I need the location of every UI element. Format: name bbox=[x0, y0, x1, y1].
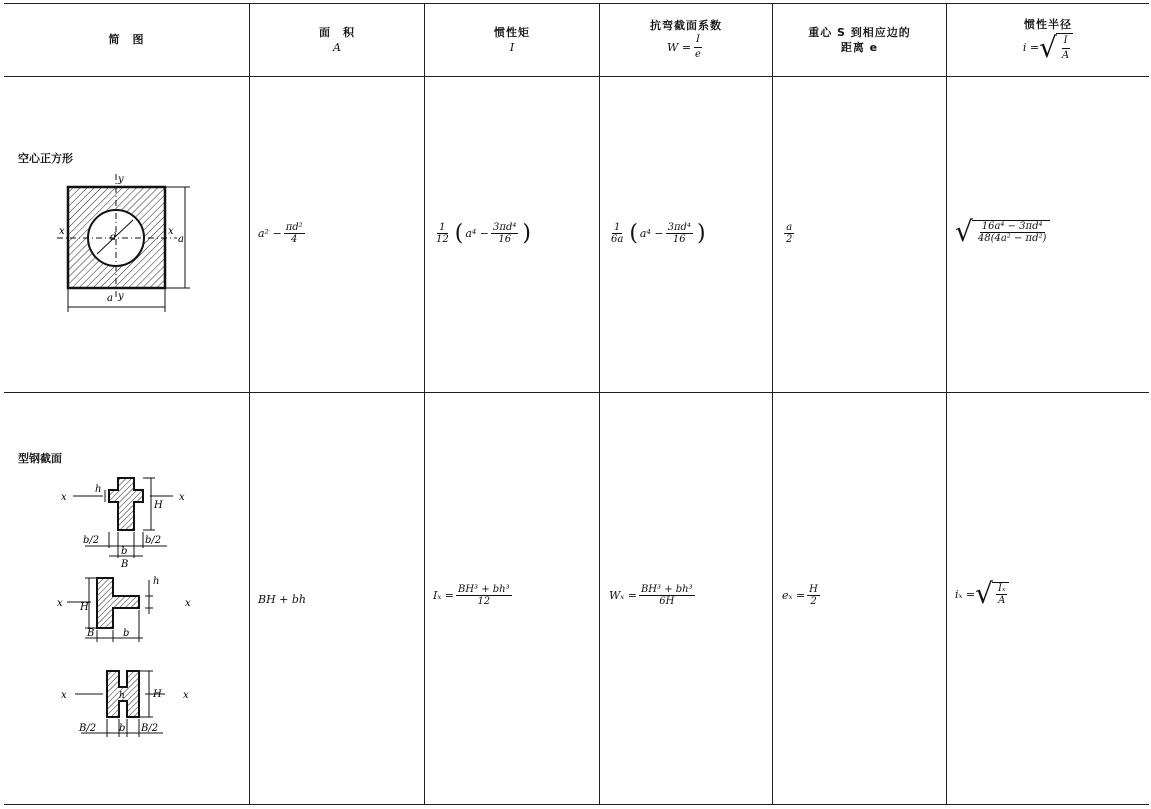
row1-area-formula bbox=[258, 222, 307, 245]
header-radius-lhs: i = bbox=[1022, 40, 1040, 54]
label-x-right: x bbox=[168, 226, 174, 237]
label-y-top: y bbox=[118, 174, 124, 185]
header-diagram bbox=[4, 4, 249, 76]
column-divider-3 bbox=[599, 3, 600, 805]
row2-title: 型钢截面 bbox=[18, 452, 62, 465]
row1-inertia-den: 16 bbox=[498, 234, 512, 245]
row-divider bbox=[4, 392, 1149, 393]
label-b2-right: b/2 bbox=[145, 535, 162, 546]
header-inertia-title: 惯性矩 bbox=[494, 25, 530, 39]
header-divider bbox=[4, 76, 1149, 77]
row1-inertia-coef-num: 1 bbox=[439, 222, 446, 233]
header-diagram-label: 简 图 bbox=[108, 33, 145, 47]
row1-inertia-num: 3πd⁴ bbox=[493, 222, 517, 233]
label-B2-left: B/2 bbox=[79, 723, 97, 734]
row2-radius-lead: iₓ = bbox=[955, 587, 976, 601]
header-radius-den: A bbox=[1061, 49, 1070, 61]
row1-distance-den: 2 bbox=[786, 234, 793, 245]
row2-distance-formula bbox=[782, 584, 822, 607]
header-radius-num: I bbox=[1062, 34, 1070, 49]
row2-distance-lead: eₓ = bbox=[782, 589, 806, 602]
row1-modulus-den: 16 bbox=[672, 234, 686, 245]
row2-modulus-num: BH³ + bh³ bbox=[640, 584, 693, 595]
label-y-bottom: y bbox=[118, 291, 124, 302]
row1-modulus-coef-den: 6a bbox=[611, 234, 624, 245]
header-radius-title: 惯性半径 bbox=[1024, 18, 1072, 32]
tee-section-diagram bbox=[55, 570, 205, 650]
header-modulus bbox=[600, 4, 772, 76]
header-modulus-num: I bbox=[694, 33, 702, 48]
label-b2-left: b/2 bbox=[83, 535, 100, 546]
column-divider-4 bbox=[772, 3, 773, 805]
row2-radius-num: Iₓ bbox=[997, 583, 1006, 594]
row1-distance-num: a bbox=[786, 222, 793, 233]
header-modulus-title: 抗弯截面系数 bbox=[650, 18, 722, 32]
label-b-3: b bbox=[119, 723, 126, 734]
row1-inertia-formula: $\frac{1}{12}$ ( a⁴ − $\frac{\text{3πd⁴}}{16}$ ) bbox=[436, 220, 531, 246]
column-divider-5 bbox=[946, 3, 947, 805]
row1-area-den: 4 bbox=[290, 234, 298, 245]
label-h-1: h bbox=[95, 484, 102, 495]
row2-radius-den: A bbox=[998, 595, 1006, 606]
h-section-diagram bbox=[55, 665, 205, 745]
row1-area-num: πd² bbox=[285, 222, 303, 233]
header-distance-line1: 重心 S 到相应边的 bbox=[808, 25, 911, 39]
row1-title: 空心正方形 bbox=[18, 152, 73, 165]
cross-shape bbox=[109, 478, 143, 530]
label-H-2: H bbox=[80, 602, 89, 613]
label-x-right-3: x bbox=[183, 690, 189, 701]
row2-modulus-den: 6H bbox=[659, 596, 675, 607]
row2-distance-den: 2 bbox=[810, 596, 817, 607]
header-area-title: 面 积 bbox=[319, 25, 355, 39]
header-modulus-lhs: W = bbox=[667, 40, 692, 54]
row2-inertia-formula bbox=[433, 584, 514, 607]
header-modulus-den: e bbox=[695, 49, 701, 61]
header-inertia-symbol: I bbox=[509, 41, 515, 54]
column-divider-1 bbox=[249, 3, 250, 805]
row2-area-formula bbox=[258, 593, 306, 606]
row1-modulus-formula: $\frac{1}{6a}$ ( a⁴ − $\frac{\text{3πd⁴}}{16}$ ) bbox=[611, 220, 706, 246]
header-inertia bbox=[425, 4, 599, 76]
cross-section-diagram bbox=[55, 470, 205, 570]
row2-area-text: BH + bh bbox=[258, 593, 307, 606]
tee-shape bbox=[97, 578, 139, 628]
label-x-left: x bbox=[59, 226, 65, 237]
header-distance bbox=[773, 4, 946, 76]
label-d: d bbox=[110, 232, 117, 243]
row2-modulus-lead: Wₓ = bbox=[609, 589, 637, 602]
row1-inertia-coef-den: 12 bbox=[436, 234, 449, 245]
label-x-left-2: x bbox=[57, 598, 63, 609]
header-radius-formula: i = √ $\frac{I}{A}$ bbox=[1023, 33, 1073, 63]
label-x-right-2: x bbox=[185, 598, 191, 609]
hollow-square-diagram bbox=[55, 170, 195, 315]
row1-modulus-coef-num: 1 bbox=[613, 222, 621, 233]
label-x-left-1: x bbox=[61, 492, 67, 503]
label-a-width: a bbox=[107, 293, 113, 304]
row1-modulus-lead: a⁴ − bbox=[639, 227, 664, 240]
row2-modulus-formula bbox=[609, 584, 697, 607]
header-radius bbox=[947, 4, 1149, 76]
header-modulus-formula bbox=[667, 33, 705, 62]
label-h-3: h bbox=[119, 691, 125, 701]
label-b-1: b bbox=[121, 546, 128, 557]
row2-inertia-den: 12 bbox=[477, 596, 491, 607]
label-B2-right: B/2 bbox=[141, 723, 159, 734]
row1-inertia-lead: a⁴ − bbox=[465, 227, 490, 240]
table-bottom-border bbox=[4, 804, 1149, 805]
header-distance-line2: 距离 e bbox=[840, 41, 879, 54]
row1-radius-formula: √ $\frac{\text{16a⁴ − 3πd⁴}}{\text{48(4a² − πd²)}}$ bbox=[955, 218, 1050, 246]
label-B-1: B bbox=[121, 559, 129, 570]
row1-area-lead: a² − bbox=[258, 227, 282, 240]
label-h-2: h bbox=[153, 576, 160, 587]
label-H-1: H bbox=[154, 500, 163, 511]
label-x-right-1: x bbox=[179, 492, 185, 503]
row2-inertia-lead: Iₓ = bbox=[433, 589, 454, 602]
header-area bbox=[250, 4, 424, 76]
row2-inertia-num: BH³ + bh³ bbox=[457, 584, 510, 595]
label-H-3: H bbox=[153, 689, 162, 700]
label-B-2: B bbox=[87, 628, 95, 639]
row1-radius-den: 48(4a² − πd²) bbox=[977, 233, 1047, 244]
header-area-symbol: A bbox=[333, 41, 341, 54]
label-x-left-3: x bbox=[61, 690, 67, 701]
row1-distance-formula bbox=[782, 222, 796, 245]
row2-radius-formula: iₓ = √ $\frac{\text{Iₓ}}{A}$ bbox=[955, 580, 1009, 608]
column-divider-2 bbox=[424, 3, 425, 805]
label-b-2: b bbox=[123, 628, 130, 639]
row2-distance-num: H bbox=[809, 584, 818, 595]
row1-modulus-num: 3πd⁴ bbox=[667, 222, 691, 233]
label-a-height: a bbox=[178, 234, 184, 245]
row1-radius-num: 16a⁴ − 3πd⁴ bbox=[981, 221, 1043, 232]
